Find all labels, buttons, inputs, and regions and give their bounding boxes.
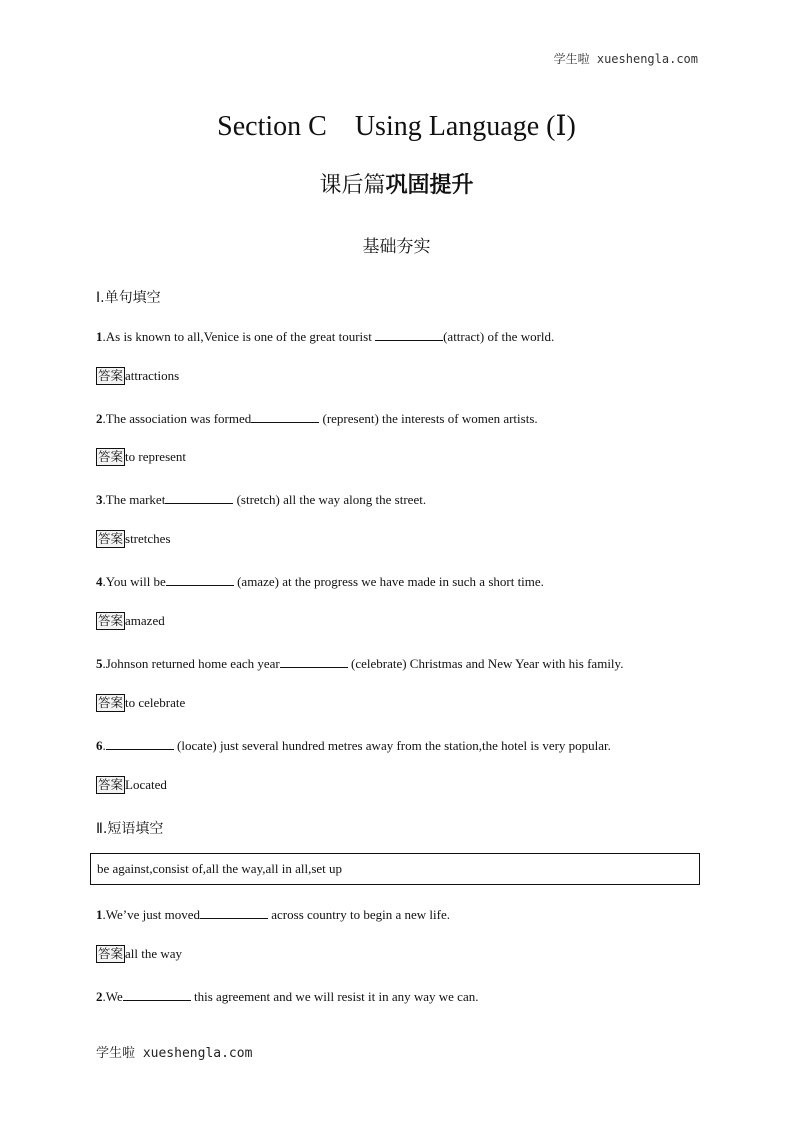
answer-3 (96, 530, 171, 548)
answer-tag: 答案 (98, 777, 124, 792)
question-text: this agreement and we will resist it in any way we can. (190, 989, 479, 1004)
answer-text: Located (125, 777, 167, 792)
question-2-1 (96, 906, 450, 923)
answer-blank (251, 410, 319, 423)
question-number: 1 (96, 907, 103, 922)
answer-blank (375, 328, 443, 341)
question-1 (96, 328, 554, 345)
answer-2 (96, 448, 186, 466)
question-text: .We’ve just moved (102, 907, 201, 922)
answer-text: stretches (125, 531, 171, 546)
question-number: 1 (96, 329, 103, 344)
answer-text: to celebrate (125, 695, 186, 710)
answer-blank (106, 737, 174, 750)
question-2 (96, 410, 538, 427)
answer-tag: 答案 (98, 531, 124, 546)
answer-blank (165, 491, 233, 504)
question-text: (stretch) all the way along the street. (233, 492, 427, 507)
answer-tag: 答案 (98, 695, 124, 710)
answer-tag: 答案 (98, 368, 124, 383)
answer-2-1 (96, 945, 182, 963)
footer-site-text: 学生啦 xueshengla.com (96, 1046, 253, 1061)
answer-text: attractions (125, 368, 180, 383)
question-3 (96, 491, 426, 508)
question-text: across country to begin a new life. (268, 907, 450, 922)
question-text: .As is known to all,Venice is one of the great tourist (102, 329, 376, 344)
section-basic-heading: 基础夯实 (362, 237, 431, 257)
answer-text: to represent (125, 449, 187, 464)
question-text: .Johnson returned home each year (102, 656, 280, 671)
question-number: 2 (96, 989, 103, 1004)
question-number: 6 (96, 738, 103, 753)
subtitle-normal: 课后篇 (319, 173, 386, 198)
answer-tag: 答案 (98, 449, 124, 464)
answer-5 (96, 694, 185, 712)
answer-6 (96, 776, 167, 794)
page-title: Section C Using Language (Ⅰ) (217, 111, 576, 142)
part2-heading: Ⅱ.短语填空 (96, 821, 164, 837)
question-text: (celebrate) Christmas and New Year with his family. (347, 656, 624, 671)
answer-blank (280, 655, 348, 668)
question-6 (96, 737, 611, 754)
question-text: .We (102, 989, 123, 1004)
answer-tag: 答案 (98, 946, 124, 961)
question-text: . (102, 738, 106, 753)
answer-blank (123, 988, 191, 1001)
answer-1 (96, 367, 179, 385)
question-2-2 (96, 988, 478, 1005)
page-subtitle (0, 168, 793, 199)
answer-text: amazed (125, 613, 165, 628)
question-text: .You will be (102, 574, 166, 589)
answer-4 (96, 612, 165, 630)
question-text: (attract) of the world. (443, 329, 555, 344)
question-text: .The association was formed (102, 411, 252, 426)
answer-blank (166, 573, 234, 586)
question-text: .The market (102, 492, 166, 507)
answer-tag: 答案 (98, 613, 124, 628)
answer-blank (200, 906, 268, 919)
part1-heading: Ⅰ.单句填空 (96, 290, 161, 306)
question-text: (locate) just several hundred metres away from the station,the hotel is very popular. (173, 738, 611, 753)
word-bank-box: be against,consist of,all the way,all in all,set up (90, 853, 700, 885)
question-number: 4 (96, 574, 103, 589)
answer-text: all the way (125, 946, 183, 961)
question-5 (96, 655, 623, 672)
question-number: 5 (96, 656, 103, 671)
subtitle-bold: 巩固提升 (385, 173, 474, 198)
question-number: 2 (96, 411, 103, 426)
question-text: (represent) the interests of women artists. (319, 411, 538, 426)
question-4 (96, 573, 544, 590)
question-number: 3 (96, 492, 103, 507)
header-site-text: 学生啦 xueshengla.com (553, 52, 698, 66)
question-text: (amaze) at the progress we have made in such a short time. (233, 574, 544, 589)
